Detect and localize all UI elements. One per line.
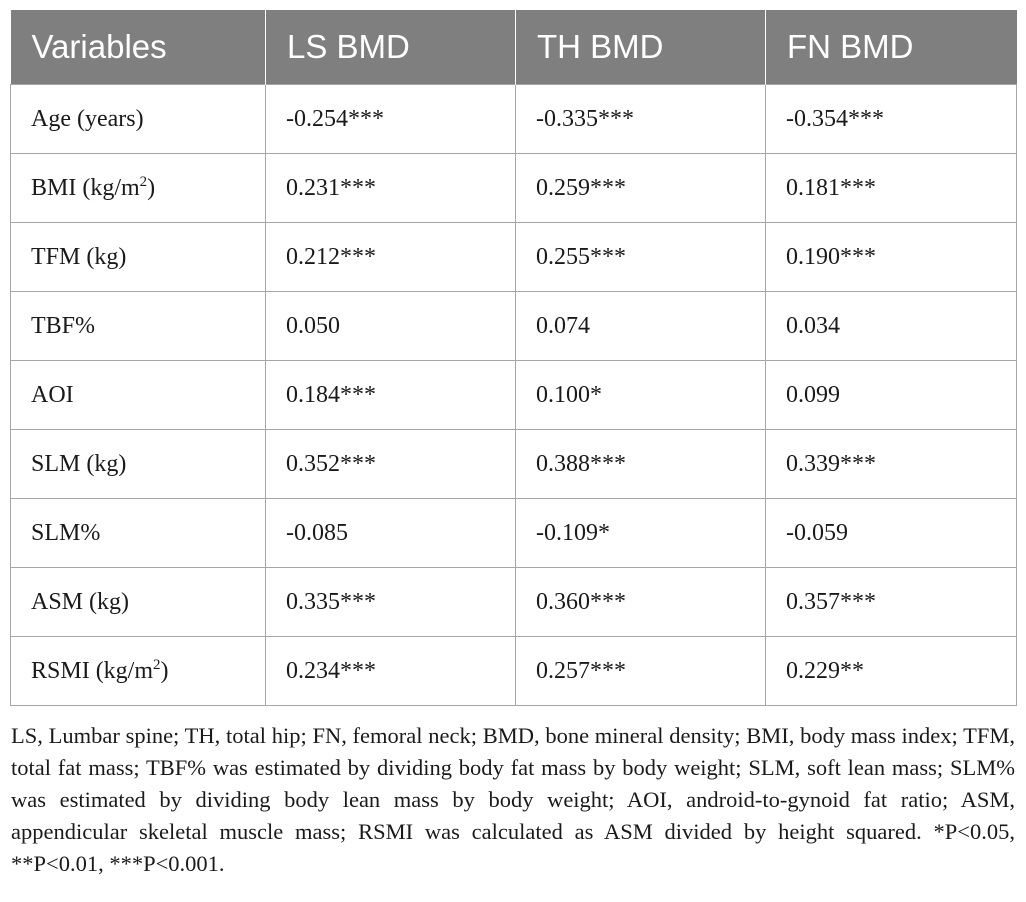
fn-bmd-cell: -0.059 [766,499,1017,568]
variable-suffix: ) [160,657,169,684]
fn-bmd-cell: 0.099 [766,361,1017,430]
th-bmd-cell: 0.257*** [516,637,766,706]
table-row [11,637,1017,706]
th-bmd-cell: 0.259*** [516,154,766,223]
variable-cell [11,499,266,568]
correlation-table [10,10,1017,706]
ls-bmd-cell: 0.335*** [266,568,516,637]
fn-bmd-cell: 0.181*** [766,154,1017,223]
variable-cell [11,292,266,361]
fn-bmd-cell: 0.229** [766,637,1017,706]
th-bmd-cell: 0.074 [516,292,766,361]
th-bmd-cell: 0.388*** [516,430,766,499]
variable-label: Age (years) [31,105,144,132]
variable-label: ASM (kg) [31,588,130,615]
ls-bmd-cell: 0.212*** [266,223,516,292]
th-bmd-cell: 0.255*** [516,223,766,292]
variable-cell [11,85,266,154]
variable-label: RSMI (kg/m [31,657,154,684]
ls-bmd-cell: 0.050 [266,292,516,361]
variable-cell [11,637,266,706]
th-bmd-cell: 0.360*** [516,568,766,637]
table-header-row [11,10,1017,85]
fn-bmd-cell: 0.339*** [766,430,1017,499]
variable-suffix: ) [147,174,156,201]
th-bmd-cell: -0.109* [516,499,766,568]
ls-bmd-cell: -0.254*** [266,85,516,154]
ls-bmd-cell: 0.234*** [266,637,516,706]
variable-label: TBF% [31,312,96,339]
variable-cell [11,568,266,637]
header-ls-bmd: LS BMD [266,10,516,85]
variable-cell [11,223,266,292]
variable-label: SLM (kg) [31,450,127,477]
table-row [11,154,1017,223]
table-row [11,85,1017,154]
header-fn-bmd: FN BMD [766,10,1017,85]
fn-bmd-cell: -0.354*** [766,85,1017,154]
fn-bmd-cell: 0.034 [766,292,1017,361]
table-row [11,499,1017,568]
ls-bmd-cell: -0.085 [266,499,516,568]
variable-label: BMI (kg/m [31,174,140,201]
ls-bmd-cell: 0.231*** [266,154,516,223]
table-row [11,223,1017,292]
ls-bmd-cell: 0.352*** [266,430,516,499]
table-body [11,85,1017,706]
variable-cell [11,154,266,223]
variable-label: SLM% [31,519,101,546]
unit-superscript: 2 [153,656,161,673]
th-bmd-cell: -0.335*** [516,85,766,154]
variable-label: TFM (kg) [31,243,127,270]
fn-bmd-cell: 0.357*** [766,568,1017,637]
table-row [11,292,1017,361]
table-row [11,361,1017,430]
ls-bmd-cell: 0.184*** [266,361,516,430]
table-row [11,568,1017,637]
unit-superscript: 2 [139,173,148,190]
variable-cell [11,361,266,430]
th-bmd-cell: 0.100* [516,361,766,430]
table-row [11,430,1017,499]
header-th-bmd: TH BMD [516,10,766,85]
fn-bmd-cell: 0.190*** [766,223,1017,292]
variable-cell [11,430,266,499]
data-table-container [10,10,1016,706]
variable-label: AOI [31,381,74,408]
table-footnote: LS, Lumbar spine; TH, total hip; FN, femoral neck; BMD, bone mineral density; BMI, body mass index; TFM, total fat mass; TBF% was estimated by dividing body fat mass by body weight; SLM, soft lean mass; SLM% was estimated by dividing body lean mass by body weight; AOI, android-to-gynoid fat ratio; ASM, appendicular skeletal muscle mass; RSMI was calculated as ASM divided by height squared. *P<0.05, **P<0.01, ***P<0.001. [11,723,1015,876]
header-variables: Variables [11,10,266,85]
